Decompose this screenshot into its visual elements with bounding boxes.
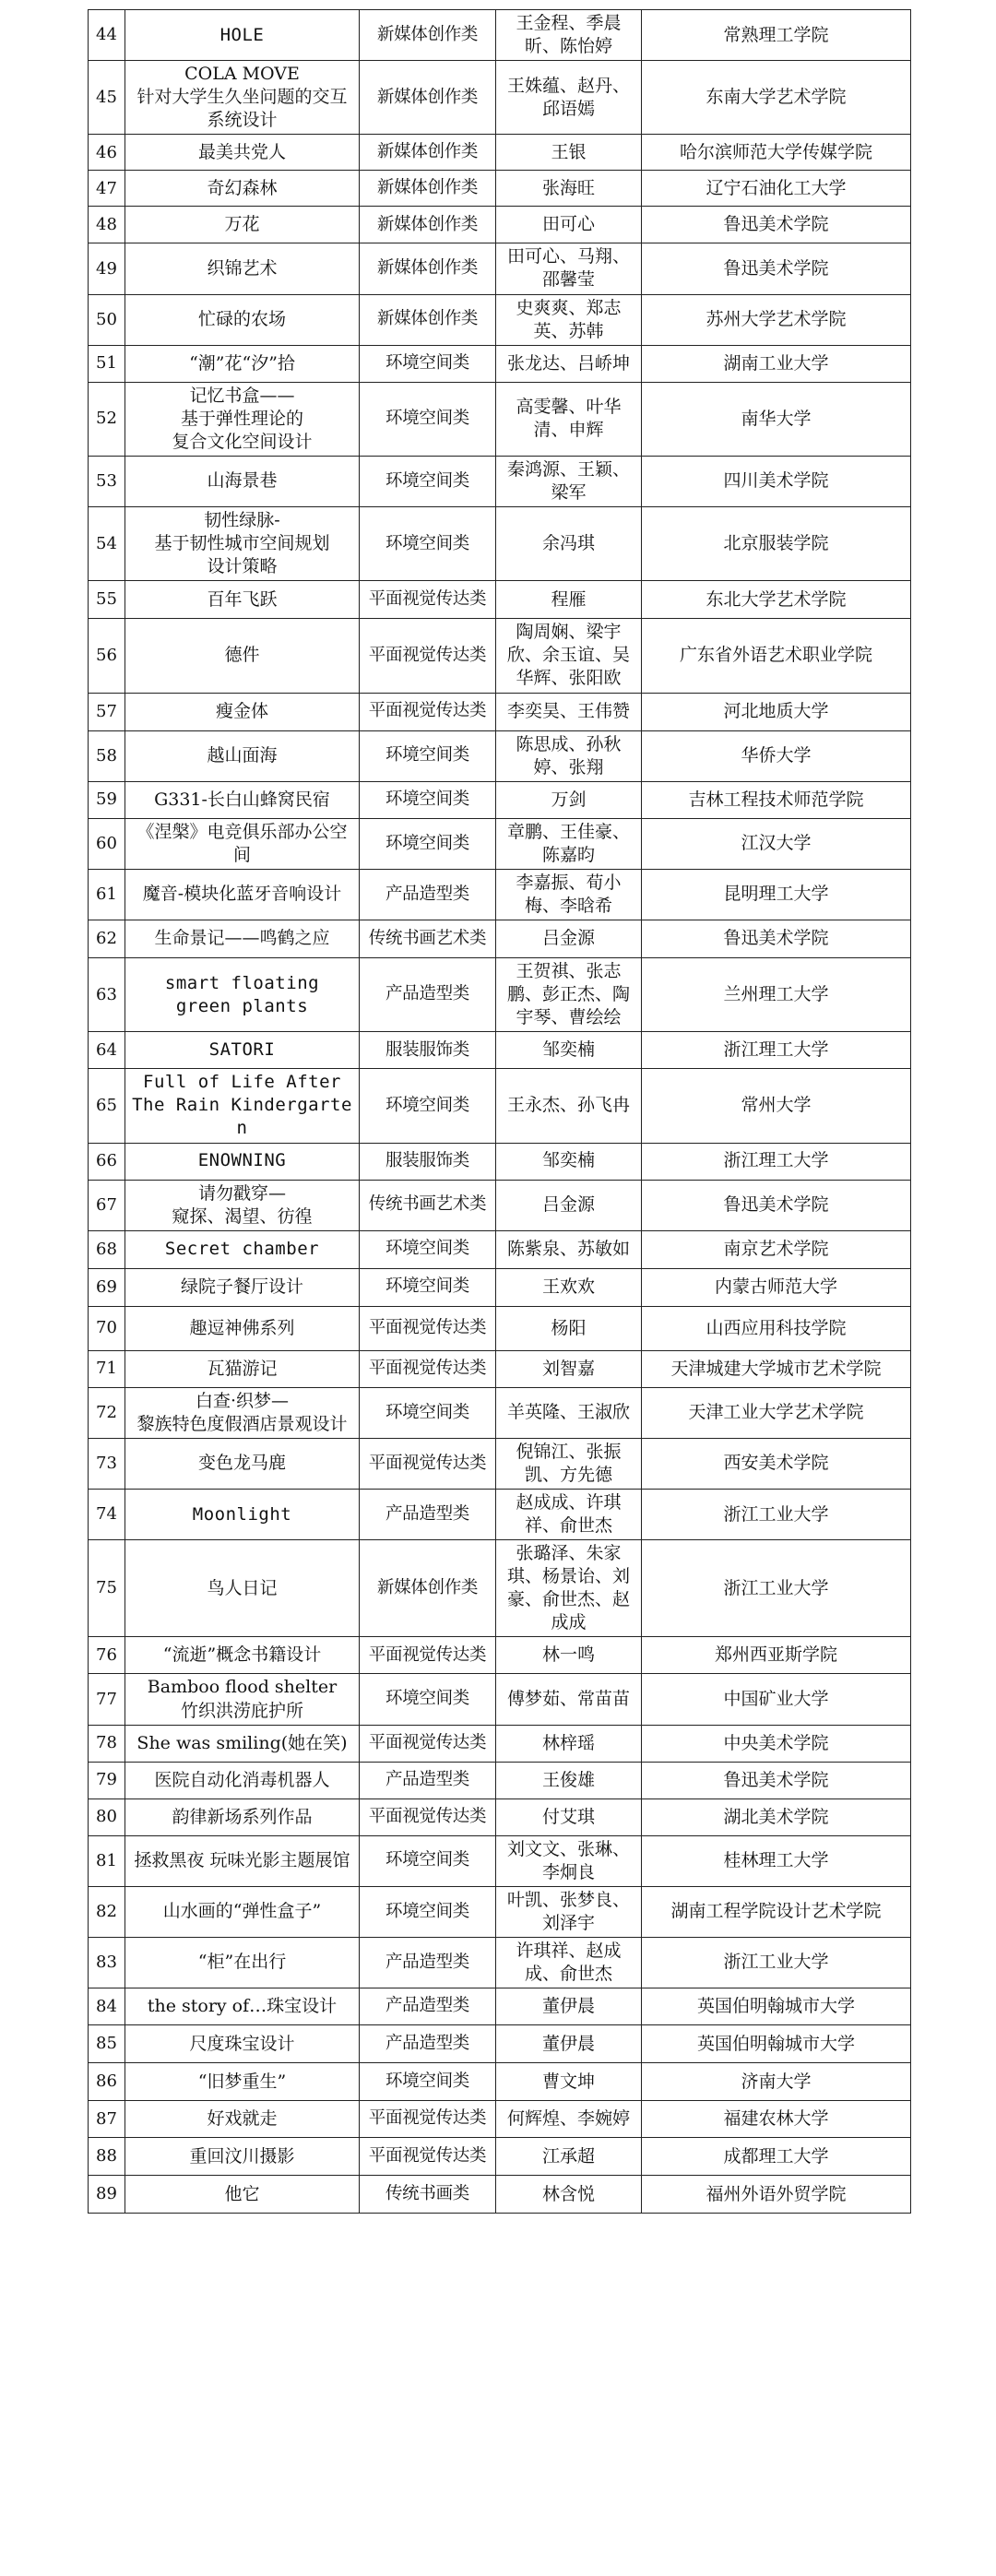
row-number: 62	[89, 920, 125, 958]
work-category: 环境空间类	[360, 1835, 496, 1886]
row-number: 53	[89, 456, 125, 506]
author-names: 王贺祺、张志鹏、彭正杰、陶宇琴、曹绘绘	[496, 958, 642, 1032]
table-row	[89, 345, 911, 382]
work-title: 百年飞跃	[125, 581, 360, 619]
row-number: 52	[89, 382, 125, 456]
table-row	[89, 294, 911, 345]
row-number: 87	[89, 2101, 125, 2138]
author-names: 江承超	[496, 2138, 642, 2176]
row-number: 44	[89, 10, 125, 61]
school-name: 济南大学	[642, 2063, 911, 2101]
row-number: 69	[89, 1268, 125, 1306]
row-number: 64	[89, 1032, 125, 1069]
school-name: 东南大学艺术学院	[642, 61, 911, 135]
school-name: 浙江理工大学	[642, 1143, 911, 1180]
work-category: 平面视觉传达类	[360, 1798, 496, 1835]
school-name: 英国伯明翰城市大学	[642, 2025, 911, 2063]
school-name: 中央美术学院	[642, 1725, 911, 1762]
school-name: 浙江工业大学	[642, 1540, 911, 1637]
work-category: 环境空间类	[360, 730, 496, 781]
row-number: 80	[89, 1798, 125, 1835]
row-number: 83	[89, 1937, 125, 1988]
school-name: 兰州理工大学	[642, 958, 911, 1032]
work-category: 平面视觉传达类	[360, 1350, 496, 1387]
work-category: 环境空间类	[360, 781, 496, 818]
row-number: 57	[89, 693, 125, 730]
school-name: 英国伯明翰城市大学	[642, 1988, 911, 2025]
school-name: 鲁迅美术学院	[642, 1762, 911, 1798]
work-category: 产品造型类	[360, 1937, 496, 1988]
table-row	[89, 730, 911, 781]
table-row	[89, 135, 911, 171]
author-names: 倪锦江、张振凯、方先德	[496, 1438, 642, 1489]
school-name: 中国矿业大学	[642, 1674, 911, 1725]
row-number: 60	[89, 818, 125, 869]
work-category: 平面视觉传达类	[360, 1637, 496, 1674]
author-names: 杨阳	[496, 1306, 642, 1350]
work-title: 韵律新场系列作品	[125, 1798, 360, 1835]
table-row	[89, 1798, 911, 1835]
row-number: 50	[89, 294, 125, 345]
school-name: 郑州西亚斯学院	[642, 1637, 911, 1674]
table-row	[89, 1350, 911, 1387]
work-category: 传统书画类	[360, 2176, 496, 2214]
author-names: 张璐泽、朱家琪、杨景诒、刘豪、俞世杰、赵成成	[496, 1540, 642, 1637]
work-category: 环境空间类	[360, 1387, 496, 1438]
school-name: 湖北美术学院	[642, 1798, 911, 1835]
row-number: 84	[89, 1988, 125, 2025]
author-names: 吕金源	[496, 920, 642, 958]
row-number: 46	[89, 135, 125, 171]
work-category: 产品造型类	[360, 2025, 496, 2063]
work-category: 平面视觉传达类	[360, 581, 496, 619]
author-names: 田可心	[496, 207, 642, 243]
school-name: 浙江理工大学	[642, 1032, 911, 1069]
author-names: 林含悦	[496, 2176, 642, 2214]
table-row	[89, 920, 911, 958]
row-number: 59	[89, 781, 125, 818]
author-names: 何辉煌、李婉婷	[496, 2101, 642, 2138]
row-number: 58	[89, 730, 125, 781]
work-title: 医院自动化消毒机器人	[125, 1762, 360, 1798]
table-row	[89, 958, 911, 1032]
row-number: 79	[89, 1762, 125, 1798]
work-title: 他它	[125, 2176, 360, 2214]
school-name: 湖南工程学院设计艺术学院	[642, 1886, 911, 1937]
work-category: 新媒体创作类	[360, 207, 496, 243]
school-name: 哈尔滨师范大学传媒学院	[642, 135, 911, 171]
row-number: 81	[89, 1835, 125, 1886]
author-names: 吕金源	[496, 1180, 642, 1230]
table-row	[89, 1306, 911, 1350]
table-row	[89, 1674, 911, 1725]
table-row	[89, 1438, 911, 1489]
row-number: 76	[89, 1637, 125, 1674]
work-category: 产品造型类	[360, 1762, 496, 1798]
work-category: 产品造型类	[360, 869, 496, 920]
author-names: 张龙达、吕峤坤	[496, 345, 642, 382]
work-category: 环境空间类	[360, 1674, 496, 1725]
award-table	[88, 9, 911, 2214]
work-title: 重回汶川摄影	[125, 2138, 360, 2176]
work-category: 平面视觉传达类	[360, 2101, 496, 2138]
row-number: 66	[89, 1143, 125, 1180]
work-title: 记忆书盒—— 基于弹性理论的 复合文化空间设计	[125, 382, 360, 456]
author-names: 付艾琪	[496, 1798, 642, 1835]
work-category: 平面视觉传达类	[360, 1438, 496, 1489]
author-names: 羊英隆、王淑欣	[496, 1387, 642, 1438]
table-row	[89, 10, 911, 61]
work-title: smart floating green plants	[125, 958, 360, 1032]
row-number: 85	[89, 2025, 125, 2063]
work-category: 新媒体创作类	[360, 294, 496, 345]
author-names: 许琪祥、赵成成、俞世杰	[496, 1937, 642, 1988]
table-row	[89, 2176, 911, 2214]
work-title: 山海景巷	[125, 456, 360, 506]
work-category: 传统书画艺术类	[360, 1180, 496, 1230]
table-row	[89, 781, 911, 818]
table-row	[89, 1268, 911, 1306]
table-row	[89, 1387, 911, 1438]
work-title: HOLE	[125, 10, 360, 61]
work-title: “柜”在出行	[125, 1937, 360, 1988]
work-category: 环境空间类	[360, 2063, 496, 2101]
row-number: 51	[89, 345, 125, 382]
author-names: 程雁	[496, 581, 642, 619]
row-number: 89	[89, 2176, 125, 2214]
table-row	[89, 1835, 911, 1886]
author-names: 王永杰、孙飞冉	[496, 1069, 642, 1143]
row-number: 48	[89, 207, 125, 243]
author-names: 赵成成、许琪祥、俞世杰	[496, 1489, 642, 1539]
work-title: Bamboo flood shelter 竹织洪涝庇护所	[125, 1674, 360, 1725]
row-number: 78	[89, 1725, 125, 1762]
work-title: the story of…珠宝设计	[125, 1988, 360, 2025]
school-name: 湖南工业大学	[642, 345, 911, 382]
school-name: 天津城建大学城市艺术学院	[642, 1350, 911, 1387]
work-category: 环境空间类	[360, 382, 496, 456]
row-number: 54	[89, 507, 125, 581]
school-name: 四川美术学院	[642, 456, 911, 506]
table-row	[89, 1143, 911, 1180]
work-title: ENOWNING	[125, 1143, 360, 1180]
work-category: 产品造型类	[360, 1988, 496, 2025]
work-category: 环境空间类	[360, 1230, 496, 1268]
author-names: 叶凯、张梦良、刘泽宇	[496, 1886, 642, 1937]
work-category: 平面视觉传达类	[360, 1725, 496, 1762]
work-title: 万花	[125, 207, 360, 243]
author-names: 张海旺	[496, 171, 642, 207]
work-title: 拯救黑夜 玩味光影主题展馆	[125, 1835, 360, 1886]
school-name: 桂林理工大学	[642, 1835, 911, 1886]
row-number: 61	[89, 869, 125, 920]
author-names: 高雯馨、叶华清、申辉	[496, 382, 642, 456]
work-title: 白查·织梦— 黎族特色度假酒店景观设计	[125, 1387, 360, 1438]
table-row	[89, 1069, 911, 1143]
table-row	[89, 382, 911, 456]
table-row	[89, 2138, 911, 2176]
work-title: 变色龙马鹿	[125, 1438, 360, 1489]
row-number: 49	[89, 243, 125, 294]
row-number: 65	[89, 1069, 125, 1143]
row-number: 86	[89, 2063, 125, 2101]
row-number: 75	[89, 1540, 125, 1637]
work-category: 环境空间类	[360, 345, 496, 382]
author-names: 史爽爽、郑志英、苏韩	[496, 294, 642, 345]
row-number: 73	[89, 1438, 125, 1489]
author-names: 万剑	[496, 781, 642, 818]
table-row	[89, 1489, 911, 1539]
table-row	[89, 1637, 911, 1674]
school-name: 浙江工业大学	[642, 1489, 911, 1539]
author-names: 林梓瑶	[496, 1725, 642, 1762]
work-title: “流逝”概念书籍设计	[125, 1637, 360, 1674]
work-category: 新媒体创作类	[360, 10, 496, 61]
school-name: 辽宁石油化工大学	[642, 171, 911, 207]
table-row	[89, 61, 911, 135]
school-name: 南华大学	[642, 382, 911, 456]
work-title: 请勿戳穿— 窥探、渴望、彷徨	[125, 1180, 360, 1230]
work-title: 忙碌的农场	[125, 294, 360, 345]
work-title: “潮”花“汐”拾	[125, 345, 360, 382]
school-name: 鲁迅美术学院	[642, 207, 911, 243]
table-row	[89, 818, 911, 869]
school-name: 福建农林大学	[642, 2101, 911, 2138]
work-category: 平面视觉传达类	[360, 619, 496, 693]
author-names: 林一鸣	[496, 1637, 642, 1674]
author-names: 董伊晨	[496, 1988, 642, 2025]
table-row	[89, 456, 911, 506]
table-row	[89, 2101, 911, 2138]
table-row	[89, 619, 911, 693]
table-row	[89, 207, 911, 243]
table-row	[89, 243, 911, 294]
work-category: 新媒体创作类	[360, 171, 496, 207]
work-title: “旧梦重生”	[125, 2063, 360, 2101]
school-name: 鲁迅美术学院	[642, 920, 911, 958]
work-category: 环境空间类	[360, 1268, 496, 1306]
award-table-body	[89, 10, 911, 2214]
work-title: 鸟人日记	[125, 1540, 360, 1637]
work-title: 绿院子餐厅设计	[125, 1268, 360, 1306]
school-name: 鲁迅美术学院	[642, 243, 911, 294]
school-name: 吉林工程技术师范学院	[642, 781, 911, 818]
work-title: 越山面海	[125, 730, 360, 781]
work-category: 新媒体创作类	[360, 135, 496, 171]
table-row	[89, 869, 911, 920]
table-row	[89, 1032, 911, 1069]
author-names: 李嘉振、荀小梅、李晗希	[496, 869, 642, 920]
author-names: 邹奕楠	[496, 1143, 642, 1180]
school-name: 鲁迅美术学院	[642, 1180, 911, 1230]
work-title: 最美共党人	[125, 135, 360, 171]
table-row	[89, 693, 911, 730]
table-row	[89, 1725, 911, 1762]
work-title: Secret chamber	[125, 1230, 360, 1268]
work-category: 服装服饰类	[360, 1032, 496, 1069]
author-names: 王欢欢	[496, 1268, 642, 1306]
work-category: 新媒体创作类	[360, 243, 496, 294]
row-number: 88	[89, 2138, 125, 2176]
work-title: Full of Life After The Rain Kindergarten	[125, 1069, 360, 1143]
row-number: 68	[89, 1230, 125, 1268]
work-title: 《涅槃》电竞俱乐部办公空间	[125, 818, 360, 869]
row-number: 56	[89, 619, 125, 693]
table-row	[89, 1540, 911, 1637]
school-name: 江汉大学	[642, 818, 911, 869]
school-name: 南京艺术学院	[642, 1230, 911, 1268]
work-title: 好戏就走	[125, 2101, 360, 2138]
work-category: 环境空间类	[360, 456, 496, 506]
table-row	[89, 2025, 911, 2063]
work-category: 环境空间类	[360, 1886, 496, 1937]
author-names: 王姝蕴、赵丹、邱语嫣	[496, 61, 642, 135]
work-title: G331-长白山蜂窝民宿	[125, 781, 360, 818]
work-title: 趣逗神佛系列	[125, 1306, 360, 1350]
author-names: 董伊晨	[496, 2025, 642, 2063]
work-title: 织锦艺术	[125, 243, 360, 294]
author-names: 李奕昊、王伟赞	[496, 693, 642, 730]
author-names: 田可心、马翔、邵馨莹	[496, 243, 642, 294]
author-names: 王金程、季晨昕、陈怡婷	[496, 10, 642, 61]
author-names: 邹奕楠	[496, 1032, 642, 1069]
table-row	[89, 1937, 911, 1988]
school-name: 广东省外语艺术职业学院	[642, 619, 911, 693]
school-name: 华侨大学	[642, 730, 911, 781]
school-name: 河北地质大学	[642, 693, 911, 730]
work-title: 瓦猫游记	[125, 1350, 360, 1387]
school-name: 山西应用科技学院	[642, 1306, 911, 1350]
table-row	[89, 171, 911, 207]
row-number: 82	[89, 1886, 125, 1937]
row-number: 55	[89, 581, 125, 619]
work-category: 服装服饰类	[360, 1143, 496, 1180]
work-title: 魔音-模块化蓝牙音响设计	[125, 869, 360, 920]
school-name: 福州外语外贸学院	[642, 2176, 911, 2214]
author-names: 秦鸿源、王颖、梁军	[496, 456, 642, 506]
work-title: 奇幻森林	[125, 171, 360, 207]
author-names: 陈思成、孙秋婷、张翔	[496, 730, 642, 781]
work-title: Moonlight	[125, 1489, 360, 1539]
table-row	[89, 1230, 911, 1268]
author-names: 王俊雄	[496, 1762, 642, 1798]
school-name: 北京服装学院	[642, 507, 911, 581]
work-category: 新媒体创作类	[360, 1540, 496, 1637]
work-category: 平面视觉传达类	[360, 693, 496, 730]
author-names: 刘智嘉	[496, 1350, 642, 1387]
table-row	[89, 1762, 911, 1798]
work-title: 德件	[125, 619, 360, 693]
row-number: 70	[89, 1306, 125, 1350]
work-category: 平面视觉传达类	[360, 2138, 496, 2176]
table-row	[89, 1886, 911, 1937]
author-names: 刘文文、张琳、李炯良	[496, 1835, 642, 1886]
work-category: 环境空间类	[360, 1069, 496, 1143]
school-name: 浙江工业大学	[642, 1937, 911, 1988]
work-category: 环境空间类	[360, 818, 496, 869]
work-category: 新媒体创作类	[360, 61, 496, 135]
work-category: 传统书画艺术类	[360, 920, 496, 958]
row-number: 71	[89, 1350, 125, 1387]
school-name: 苏州大学艺术学院	[642, 294, 911, 345]
row-number: 77	[89, 1674, 125, 1725]
work-title: COLA MOVE 针对大学生久坐问题的交互系统设计	[125, 61, 360, 135]
school-name: 内蒙古师范大学	[642, 1268, 911, 1306]
row-number: 63	[89, 958, 125, 1032]
row-number: 47	[89, 171, 125, 207]
work-title: 韧性绿脉- 基于韧性城市空间规划 设计策略	[125, 507, 360, 581]
table-row	[89, 581, 911, 619]
author-names: 王银	[496, 135, 642, 171]
school-name: 西安美术学院	[642, 1438, 911, 1489]
row-number: 45	[89, 61, 125, 135]
table-row	[89, 2063, 911, 2101]
work-title: She was smiling(她在笑)	[125, 1725, 360, 1762]
author-names: 傅梦茹、常苗苗	[496, 1674, 642, 1725]
work-category: 产品造型类	[360, 958, 496, 1032]
school-name: 成都理工大学	[642, 2138, 911, 2176]
author-names: 陶周娴、梁宇欣、余玉谊、吴华辉、张阳欧	[496, 619, 642, 693]
work-title: 尺度珠宝设计	[125, 2025, 360, 2063]
author-names: 陈紫泉、苏敏如	[496, 1230, 642, 1268]
work-category: 环境空间类	[360, 507, 496, 581]
table-row	[89, 1180, 911, 1230]
author-names: 余冯琪	[496, 507, 642, 581]
school-name: 昆明理工大学	[642, 869, 911, 920]
row-number: 72	[89, 1387, 125, 1438]
work-category: 产品造型类	[360, 1489, 496, 1539]
work-title: 瘦金体	[125, 693, 360, 730]
work-title: SATORI	[125, 1032, 360, 1069]
table-row	[89, 507, 911, 581]
row-number: 67	[89, 1180, 125, 1230]
table-row	[89, 1988, 911, 2025]
author-names: 曹文坤	[496, 2063, 642, 2101]
work-title: 生命景记——鸣鹤之应	[125, 920, 360, 958]
school-name: 常熟理工学院	[642, 10, 911, 61]
work-title: 山水画的“弹性盒子”	[125, 1886, 360, 1937]
school-name: 天津工业大学艺术学院	[642, 1387, 911, 1438]
row-number: 74	[89, 1489, 125, 1539]
school-name: 东北大学艺术学院	[642, 581, 911, 619]
school-name: 常州大学	[642, 1069, 911, 1143]
work-category: 平面视觉传达类	[360, 1306, 496, 1350]
author-names: 章鹏、王佳豪、陈嘉昀	[496, 818, 642, 869]
